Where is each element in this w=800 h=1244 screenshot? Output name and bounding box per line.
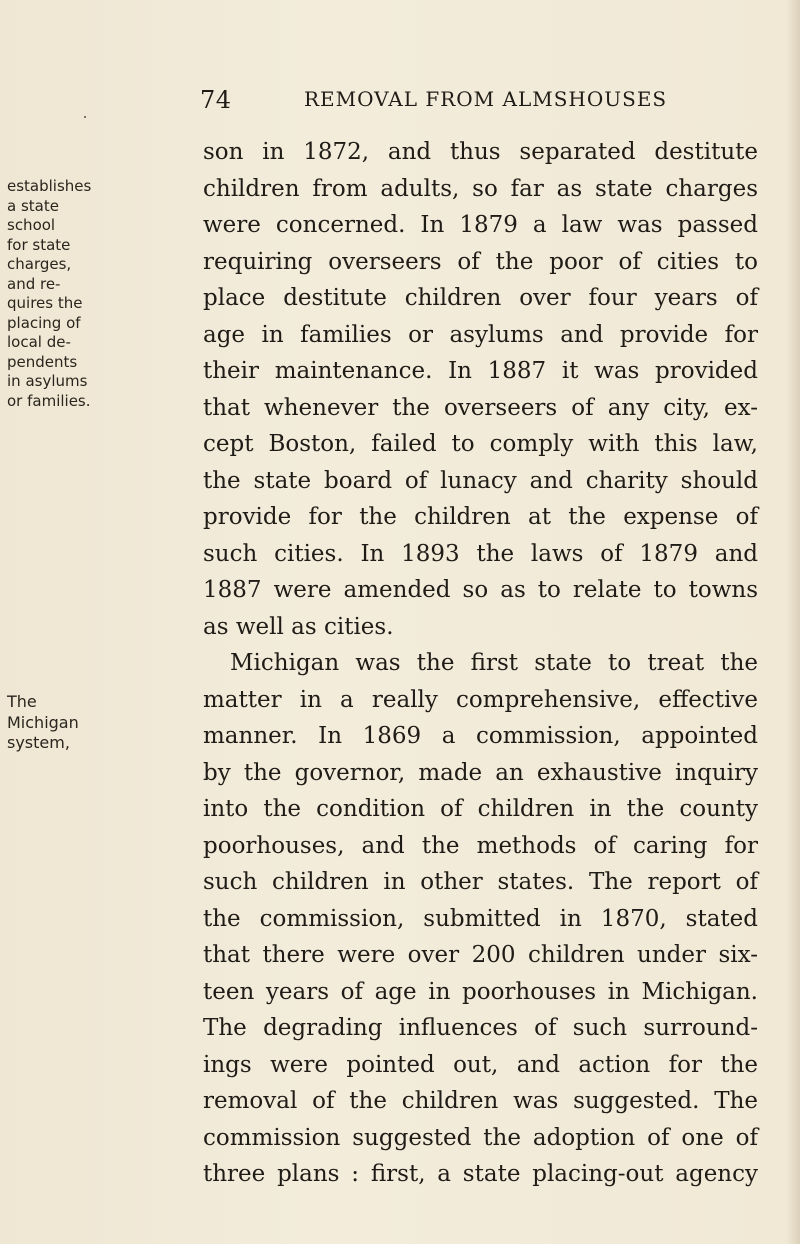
text-line: 1887 were amended so as to relate to towns (203, 577, 758, 603)
text-line: three plans : first, a state placing-out agency (203, 1161, 758, 1187)
margin-note-line: a state (7, 196, 59, 215)
margin-note-line: establishes (7, 177, 92, 195)
text-line: as well as cities. (203, 613, 394, 640)
margin-note-line: charges, (7, 255, 72, 273)
margin-note-line: school (7, 216, 56, 234)
margin-note-line: local de- (7, 333, 71, 351)
text-line: such cities. In 1893 the laws of 1879 and (203, 540, 758, 567)
text-line: commission suggested the adoption of one of (203, 1124, 758, 1151)
text-line: that whenever the overseers of any city, ex- (203, 394, 758, 421)
paper-speck (84, 116, 86, 118)
text-line: children from adults, so far as state charges (203, 175, 758, 202)
text-line: ings were pointed out, and action for the (203, 1051, 758, 1078)
running-head: REMOVAL FROM ALMSHOUSES (304, 87, 668, 111)
margin-note-line: in asylums (7, 372, 88, 390)
text-line: were concerned. In 1879 a law was passed (203, 212, 758, 238)
text-line: matter in a really comprehensive, effective (203, 686, 758, 713)
margin-note-line: quires the (7, 294, 83, 312)
margin-note-line: Michigan (7, 712, 79, 732)
margin-note-line: pendents (7, 352, 78, 371)
text-line: their maintenance. In 1887 it was provided (203, 358, 758, 384)
text-line: by the governor, made an exhaustive inquiry (203, 759, 758, 786)
text-line: manner. In 1869 a commission, appointed (203, 723, 758, 749)
page-edge-shadow (786, 0, 800, 1244)
text-line: such children in other states. The report of (203, 869, 758, 895)
text-line: removal of the children was suggested. The (203, 1088, 758, 1114)
body-text (203, 134, 758, 1193)
text-line: son in 1872, and thus separated destitute (203, 139, 758, 165)
page-number: 74 (200, 86, 232, 114)
text-line: the commission, submitted in 1870, stated (203, 905, 758, 932)
text-line: that there were over 200 children under six- (203, 942, 758, 968)
text-line: into the condition of children in the county (203, 796, 758, 822)
text-line: provide for the children at the expense of (203, 504, 758, 530)
margin-note-line: The (7, 692, 37, 711)
margin-note-line: for state (7, 235, 71, 254)
text-line: The degrading influences of such surround- (203, 1015, 758, 1041)
text-line: the state board of lunacy and charity should (203, 467, 758, 494)
margin-note-line: and re- (7, 274, 61, 293)
text-line: cept Boston, failed to comply with this law, (203, 431, 758, 457)
margin-note-line: or families. (7, 391, 91, 410)
text-line: poorhouses, and the methods of caring for (203, 832, 758, 859)
margin-note-line: system, (7, 733, 70, 752)
text-line: age in families or asylums and provide for (203, 321, 758, 348)
text-line: requiring overseers of the poor of cities to (203, 248, 758, 275)
margin-note-michigan (7, 692, 117, 754)
text-line: place destitute children over four years of (203, 285, 758, 311)
margin-note-line: placing of (7, 313, 81, 332)
page-header (200, 82, 760, 116)
margin-note-establishes (7, 177, 117, 411)
text-line: Michigan was the first state to treat the (230, 650, 758, 676)
text-line: teen years of age in poorhouses in Michigan. (203, 978, 758, 1005)
